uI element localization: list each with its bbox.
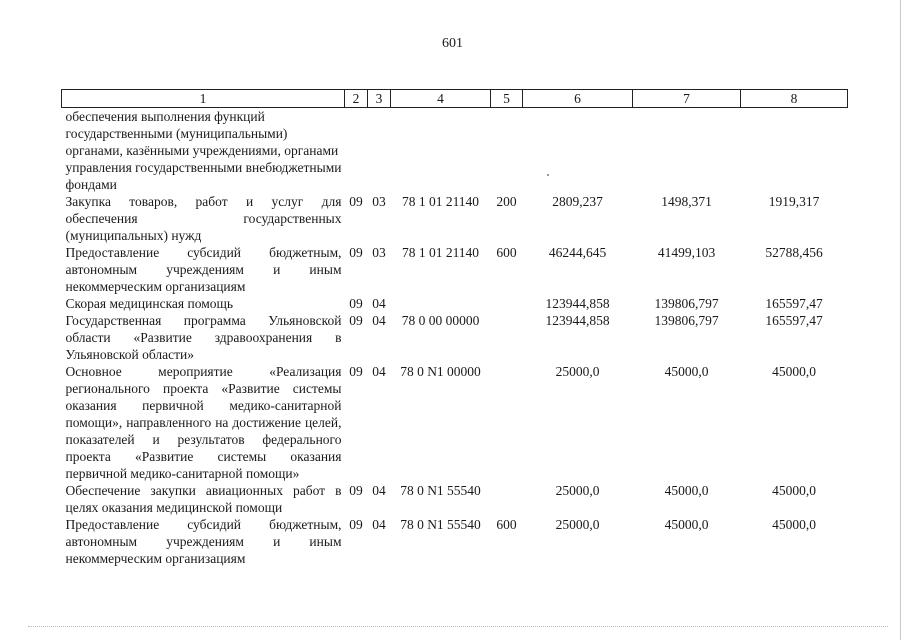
row-name-cell: Государственная программа Ульяновской области «Развитие здравоохранения в Ульяновской области» [65,313,342,362]
section-code-cell: 09 [349,483,363,498]
amount-col6-cell: 2809,237 [552,194,603,209]
amount-col6-cell: 25000,0 [555,364,600,379]
target-article-cell [391,108,491,194]
scan-noise-line [28,626,888,628]
page-edge-line [900,0,901,640]
target-article-cell: 78 1 01 21140 [401,245,480,260]
column-header: 5 [491,90,523,108]
expense-type-cell [491,312,523,363]
amount-col8-cell: 52788,456 [765,245,823,260]
subsection-code-cell: 04 [372,517,386,532]
expense-type-cell [491,295,523,312]
target-article-cell: 78 0 00 00000 [401,313,480,328]
amount-col8-cell [741,108,848,194]
column-header: 2 [345,90,368,108]
section-code-cell: 09 [349,517,363,532]
subsection-code-cell [368,108,391,194]
section-code-cell: 09 [349,364,363,379]
table-row [62,108,848,194]
row-name-cell: Скорая медицинская помощь [65,296,234,311]
amount-col7-cell [633,108,741,194]
expense-type-cell [491,363,523,482]
amount-col7-cell: 45000,0 [664,517,709,532]
amount-col6-cell [523,108,633,194]
amount-col8-cell: 45000,0 [772,483,816,498]
row-name-cell: Предоставление субсидий бюджетным, автономным учреждениям и иным некоммерческим организациям [65,517,342,566]
section-code-cell: 09 [349,245,363,260]
table-row [62,193,848,244]
column-header: 4 [391,90,491,108]
target-article-cell [391,295,491,312]
row-name-cell: Закупка товаров, работ и услуг для обеспечения государственных (муниципальных) нужд [65,194,342,243]
amount-col6-cell: 123944,858 [545,313,610,328]
row-name-cell: Основное мероприятие «Реализация регионального проекта «Развитие системы оказания первичной медико-санитарной помощи», направленного на достижение целей, показателей и результатов федерального проекта «Развитие системы оказания первичной медико-санитарной помощи» [65,364,342,481]
section-code-cell: 09 [349,296,363,311]
amount-col6-cell: 25000,0 [555,517,600,532]
target-article-cell: 78 0 N1 00000 [400,364,481,379]
amount-col8-cell: 1919,317 [768,194,820,209]
amount-col6-cell: 46244,645 [548,245,607,260]
amount-col6-cell: 25000,0 [555,483,600,498]
table-row [62,295,848,312]
expense-type-cell [491,482,523,516]
section-code-cell: 09 [349,194,363,209]
column-header: 3 [368,90,391,108]
table-header-row [62,90,848,108]
amount-col7-cell: 1498,371 [661,194,712,209]
amount-col7-cell: 139806,797 [654,313,719,328]
table-row [62,516,848,567]
subsection-code-cell: 04 [372,313,386,328]
amount-col8-cell: 165597,47 [765,296,823,311]
amount-col7-cell: 139806,797 [654,296,719,311]
expense-type-cell: 600 [496,517,517,532]
amount-col6-cell: 123944,858 [545,296,610,311]
section-code-cell [345,108,368,194]
table-row [62,244,848,295]
subsection-code-cell: 03 [372,245,386,260]
row-name-cell: Предоставление субсидий бюджетным, автономным учреждениям и иным некоммерческим организациям [65,245,342,294]
target-article-cell: 78 1 01 21140 [401,194,480,209]
subsection-code-cell: 04 [372,296,386,311]
budget-table [61,89,848,567]
amount-col7-cell: 45000,0 [664,364,709,379]
subsection-code-cell: 04 [372,364,386,379]
target-article-cell: 78 0 N1 55540 [400,483,481,498]
amount-col8-cell: 45000,0 [772,517,816,532]
amount-col8-cell: 45000,0 [772,364,816,379]
expense-type-cell: 200 [496,194,517,209]
table-row [62,482,848,516]
section-code-cell: 09 [349,313,363,328]
subsection-code-cell: 04 [372,483,386,498]
amount-col7-cell: 45000,0 [664,483,709,498]
column-header: 8 [741,90,848,108]
expense-type-cell [491,108,523,194]
row-name-cell: Обеспечение закупки авиационных работ в целях оказания медицинской помощи [65,483,342,515]
amount-col8-cell: 165597,47 [765,313,823,328]
column-header: 6 [523,90,633,108]
expense-type-cell: 600 [496,245,517,260]
row-name-cell: обеспечения выполнения функций государственными (муниципальными) органами, казёнными учреждениями, органами управления государственными внебюджетными фондами [65,109,342,192]
target-article-cell: 78 0 N1 55540 [400,517,481,532]
column-header: 1 [62,90,345,108]
subsection-code-cell: 03 [372,194,386,209]
table-row [62,312,848,363]
page-number: 601 [442,36,463,51]
amount-col7-cell: 41499,103 [657,245,716,260]
table-row [62,363,848,482]
column-header: 7 [633,90,741,108]
